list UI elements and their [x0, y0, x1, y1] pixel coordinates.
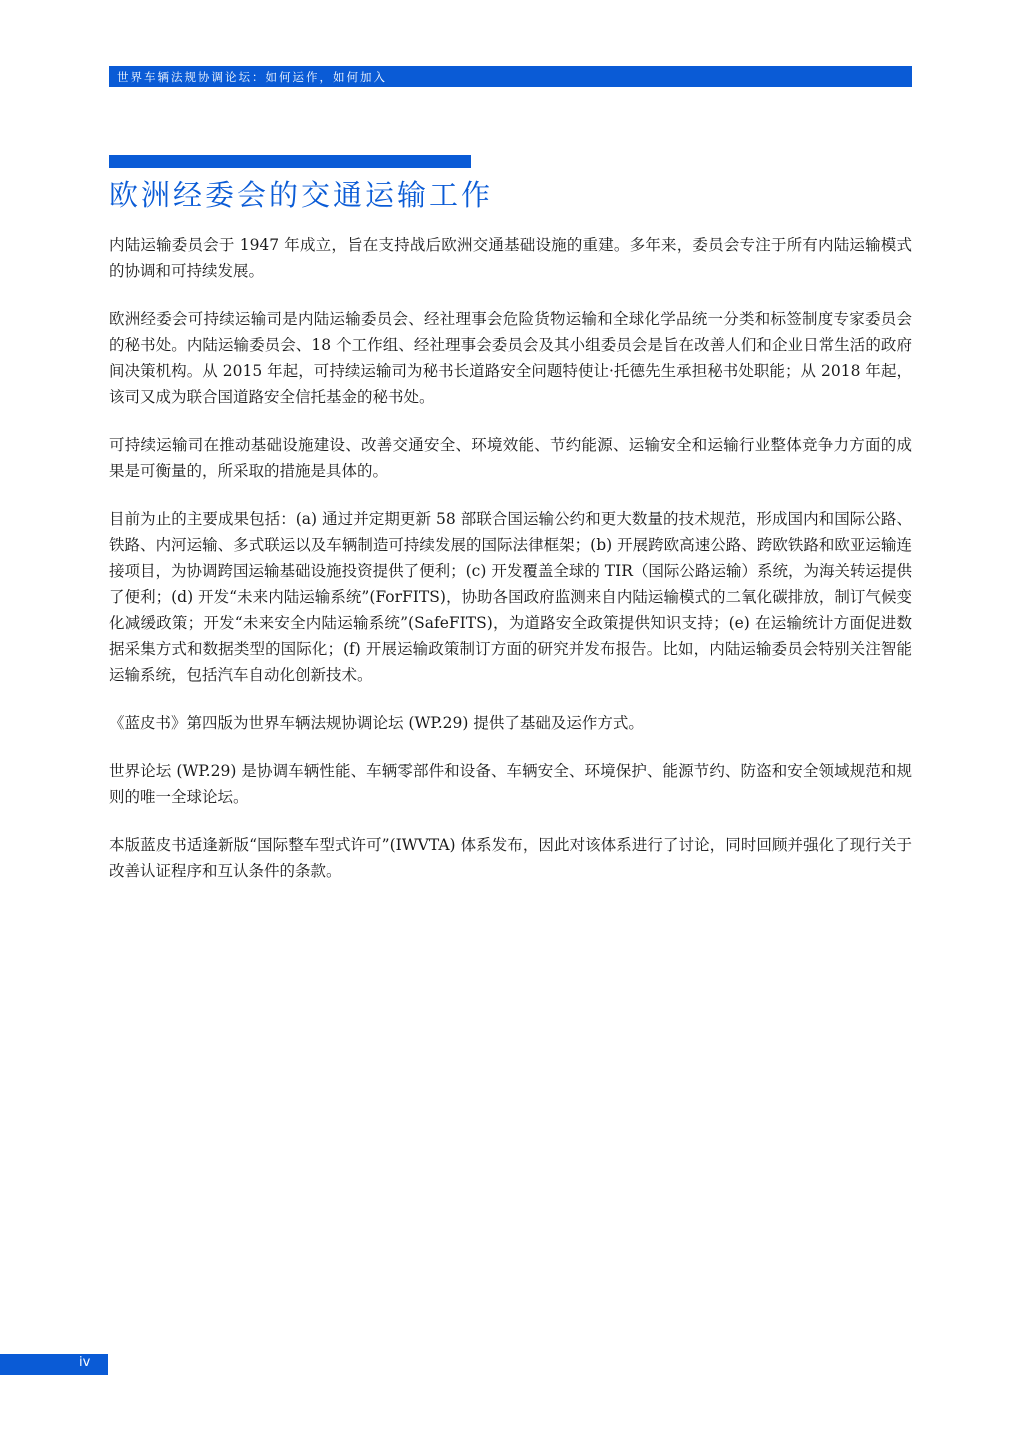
title-accent-rule: [109, 155, 471, 168]
page-number: iv: [79, 1355, 91, 1370]
paragraph-7: 本版蓝皮书适逢新版“国际整车型式许可”(IWVTA) 体系发布，因此对该体系进行了讨论，同时回顾并强化了现行关于改善认证程序和互认条件的条款。: [109, 836, 912, 880]
running-header-title: 世界车辆法规协调论坛：如何运作，如何加入: [117, 70, 387, 84]
paragraph-2: 欧洲经委会可持续运输司是内陆运输委员会、经社理事会危险货物运输和全球化学品统一分类和标签制度专家委员会的秘书处。内陆运输委员会、18 个工作组、经社理事会委员会及其小组委员会是旨在改善人们和企业日常生活的政府间决策机构。从 2015 年起，可持续运输司为秘书长道路安全问题特使让·托德先生承担秘书处职能；从 2018 年起，该司又成为联合国道路安全信托基金的秘书处。: [109, 310, 912, 406]
running-header-bar: [109, 66, 912, 87]
paragraph-5: 《蓝皮书》第四版为世界车辆法规协调论坛 (WP.29) 提供了基础及运作方式。: [109, 714, 644, 732]
paragraph-4: 目前为止的主要成果包括：(a) 通过并定期更新 58 部联合国运输公约和更大数量的技术规范，形成国内和国际公路、铁路、内河运输、多式联运以及车辆制造可持续发展的国际法律框架；(b) 开展跨欧高速公路、跨欧铁路和欧亚运输连接项目，为协调跨国运输基础设施投资提供了便利；(c) 开发覆盖全球的 TIR（国际公路运输）系统，为海关转运提供了便利；(d) 开发“未来内陆运输系统”(ForFITS)，协助各国政府监测来自内陆运输模式的二氧化碳排放，制订气候变化减缓政策；开发“未来安全内陆运输系统”(SafeFITS)，为道路安全政策提供知识支持；(e) 在运输统计方面促进数据采集方式和数据类型的国际化；(f) 开展运输政策制订方面的研究并发布报告。比如，内陆运输委员会特别关注智能运输系统，包括汽车自动化创新技术。: [109, 510, 912, 684]
page-title: 欧洲经委会的交通运输工作: [109, 178, 494, 212]
body-text: [109, 232, 912, 906]
paragraph-6: 世界论坛 (WP.29) 是协调车辆性能、车辆零部件和设备、车辆安全、环境保护、能源节约、防盗和安全领域规范和规则的唯一全球论坛。: [109, 762, 912, 806]
page-number-tab: [0, 1354, 108, 1375]
paragraph-1: 内陆运输委员会于 1947 年成立，旨在支持战后欧洲交通基础设施的重建。多年来，委员会专注于所有内陆运输模式的协调和可持续发展。: [109, 236, 912, 280]
paragraph-3: 可持续运输司在推动基础设施建设、改善交通安全、环境效能、节约能源、运输安全和运输行业整体竞争力方面的成果是可衡量的，所采取的措施是具体的。: [109, 436, 912, 480]
